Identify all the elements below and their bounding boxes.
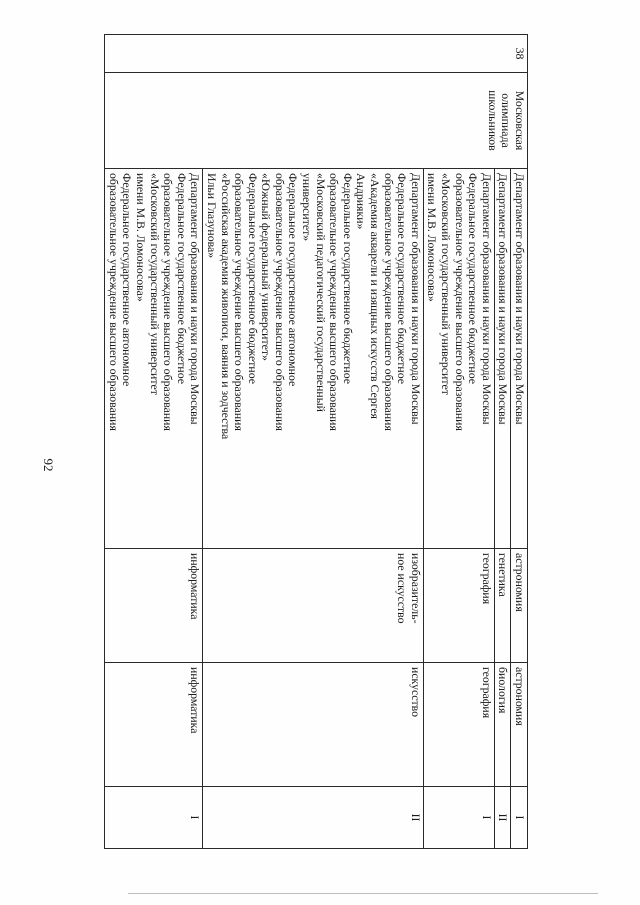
organizer-line: имени М.В. Ломоносова» [133,173,148,302]
rotated-page-content [60,34,528,848]
organizer-cell [423,169,494,549]
row-number: 38 [105,35,528,73]
level-cell: II [494,787,511,849]
organizer-line: образовательное учреждение высшего образования [452,173,467,431]
subject-cell: искусство [203,663,424,787]
level-cell: I [423,787,494,849]
page-number: 92 [41,458,56,472]
organizer-line: университет» [300,173,315,242]
profile-line: ное искусство [395,553,410,624]
organizer-line: Департамент образования и науки города Москвы [496,173,511,425]
organizer-line: имени М.В. Ломоносова» [425,173,440,302]
organizer-line: образовательное учреждение высшего образования [232,173,247,431]
olympiad-table [104,34,528,849]
organizer-line: Федеральное государственное бюджетное [395,173,410,384]
page-bottom-edge [128,893,598,894]
profile-cell [203,549,424,663]
organizer-line: «Российская академия живописи, ваяния и зодчества [218,173,233,440]
organizer-line: образовательное учреждение высшего образования [106,173,121,431]
organizer-line: образовательное учреждение высшего образования [161,173,176,431]
profile-cell: генетика [494,549,511,663]
organizer-line: Федеральное государственное бюджетное [245,173,260,384]
organizer-line: «Южный федеральный университет» [259,173,274,361]
organizer-line: Андрияки» [354,173,369,230]
table-row [511,35,528,849]
subject-cell: биология [494,663,511,787]
organizer-line: Федеральное государственное автономное [120,173,135,387]
organizer-line: Департамент образования и науки города Москвы [188,173,203,425]
subject-cell: информатика [105,663,203,787]
level-cell: I [511,787,528,849]
olympiad-name-cell [105,73,528,169]
subject-cell: астрономия [511,663,528,787]
level-cell: I [105,787,203,849]
organizer-line: «Академия акварели и изящных искусств Сергея [368,173,383,419]
organizer-line: Ильи Глазунова» [204,173,219,259]
profile-cell: астрономия [511,549,528,663]
organizer-line: Департамент образования и науки города Москвы [479,173,494,425]
level-cell: II [203,787,424,849]
organizer-line: образовательное учреждение высшего образования [272,173,287,431]
organizer-cell [511,169,528,549]
olympiad-name-line: школьников [485,90,500,151]
olympiad-name-line: олимпиада [499,93,514,148]
organizer-line: Департамент образования и науки города Москвы [513,173,527,425]
profile-cell: география [423,549,494,663]
organizer-line: образовательное учреждение высшего образования [381,173,396,431]
organizer-line: Федеральное государственное автономное [286,173,301,387]
organizer-line: образовательное учреждение высшего образования [327,173,342,431]
organizer-line: Федеральное государственное бюджетное [340,173,355,384]
organizer-line: «Московский государственный университет [147,173,162,395]
organizer-line: «Московский государственный университет [439,173,454,395]
subject-cell: география [423,663,494,787]
olympiad-name-line: Московская [513,90,527,151]
organizer-line: Федеральное государственное бюджетное [174,173,189,384]
profile-line: изобразитель- [408,553,423,624]
organizer-line: Федеральное государственное бюджетное [466,173,481,384]
organizer-line: Департамент образования и науки города Москвы [408,173,423,425]
organizer-cell [105,169,203,549]
organizer-cell [203,169,424,549]
profile-cell: информатика [105,549,203,663]
organizer-cell [494,169,511,549]
organizer-line: «Московский педагогический государственный [313,173,328,412]
